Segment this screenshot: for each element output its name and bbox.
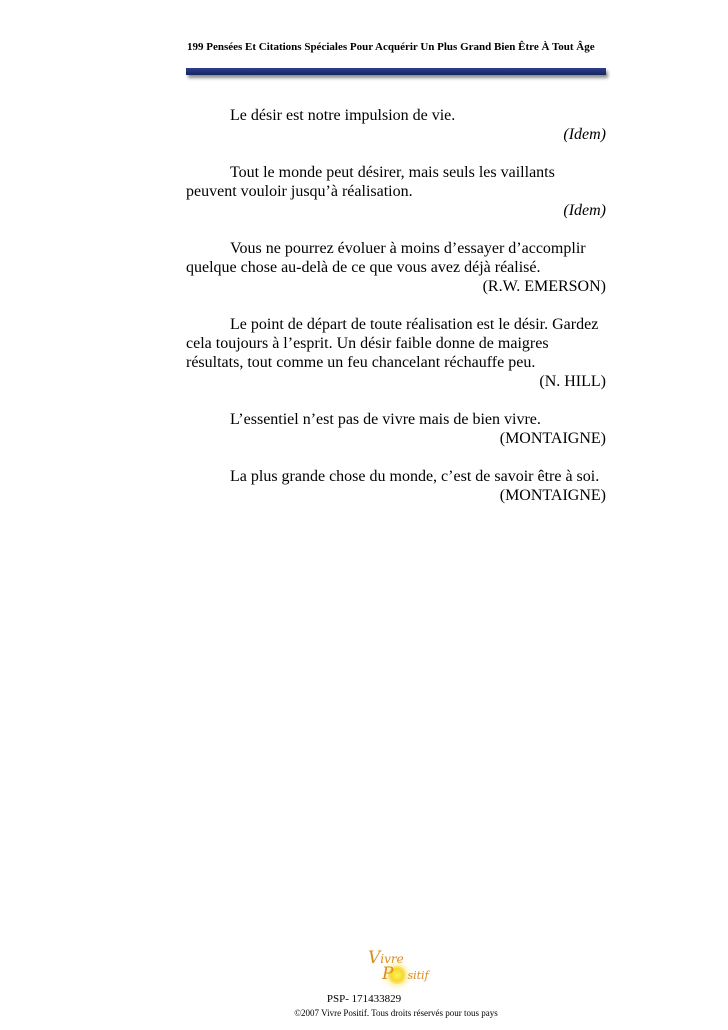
quote-text: Vous ne pourrez évoluer à moins d’essayer d’accomplir quelque chose au-delà de ce que vous avez déjà réalisé. — [186, 240, 586, 276]
vivre-positif-logo — [352, 948, 442, 988]
quote-author: (N. HILL) — [539, 373, 606, 390]
logo-word-vivre: Vivre — [368, 948, 404, 968]
quote — [186, 163, 606, 220]
quote-text: Le point de départ de toute réalisation est le désir. Gardez cela toujours à l’esprit. Un désir faible donne de maigres résultats, tout comme un feu chancelant réchauffe peu. — [186, 316, 599, 371]
quotes-body — [186, 106, 606, 524]
quote-author: (MONTAIGNE) — [499, 487, 606, 504]
quote-author: (Idem) — [563, 202, 606, 219]
quote-author: (R.W. EMERSON) — [482, 278, 606, 295]
quote — [186, 106, 606, 144]
quote — [186, 239, 606, 296]
quote-author: (MONTAIGNE) — [499, 430, 606, 447]
quote-text: La plus grande chose du monde, c’est de savoir être à soi. — [230, 468, 600, 485]
footer-code: PSP- 171433829 — [326, 993, 402, 1005]
quote-text: Tout le monde peut désirer, mais seuls les vaillants peuvent vouloir jusqu’à réalisation. — [186, 164, 555, 200]
quote — [186, 467, 606, 505]
footer-copyright: ©2007 Vivre Positif. Tous droits réservés pour tous pays — [294, 1008, 498, 1018]
running-header: 199 Pensées Et Citations Spéciales Pour Acquérir Un Plus Grand Bien Être À Tout Âge — [187, 41, 595, 53]
logo-word-positif: P sitif — [382, 964, 429, 984]
quote — [186, 315, 606, 391]
quote-author: (Idem) — [563, 126, 606, 143]
quote-text: Le désir est notre impulsion de vie. — [230, 107, 456, 124]
quote — [186, 410, 606, 448]
quote-text: L’essentiel n’est pas de vivre mais de bien vivre. — [230, 411, 541, 428]
header-rule — [186, 68, 606, 75]
